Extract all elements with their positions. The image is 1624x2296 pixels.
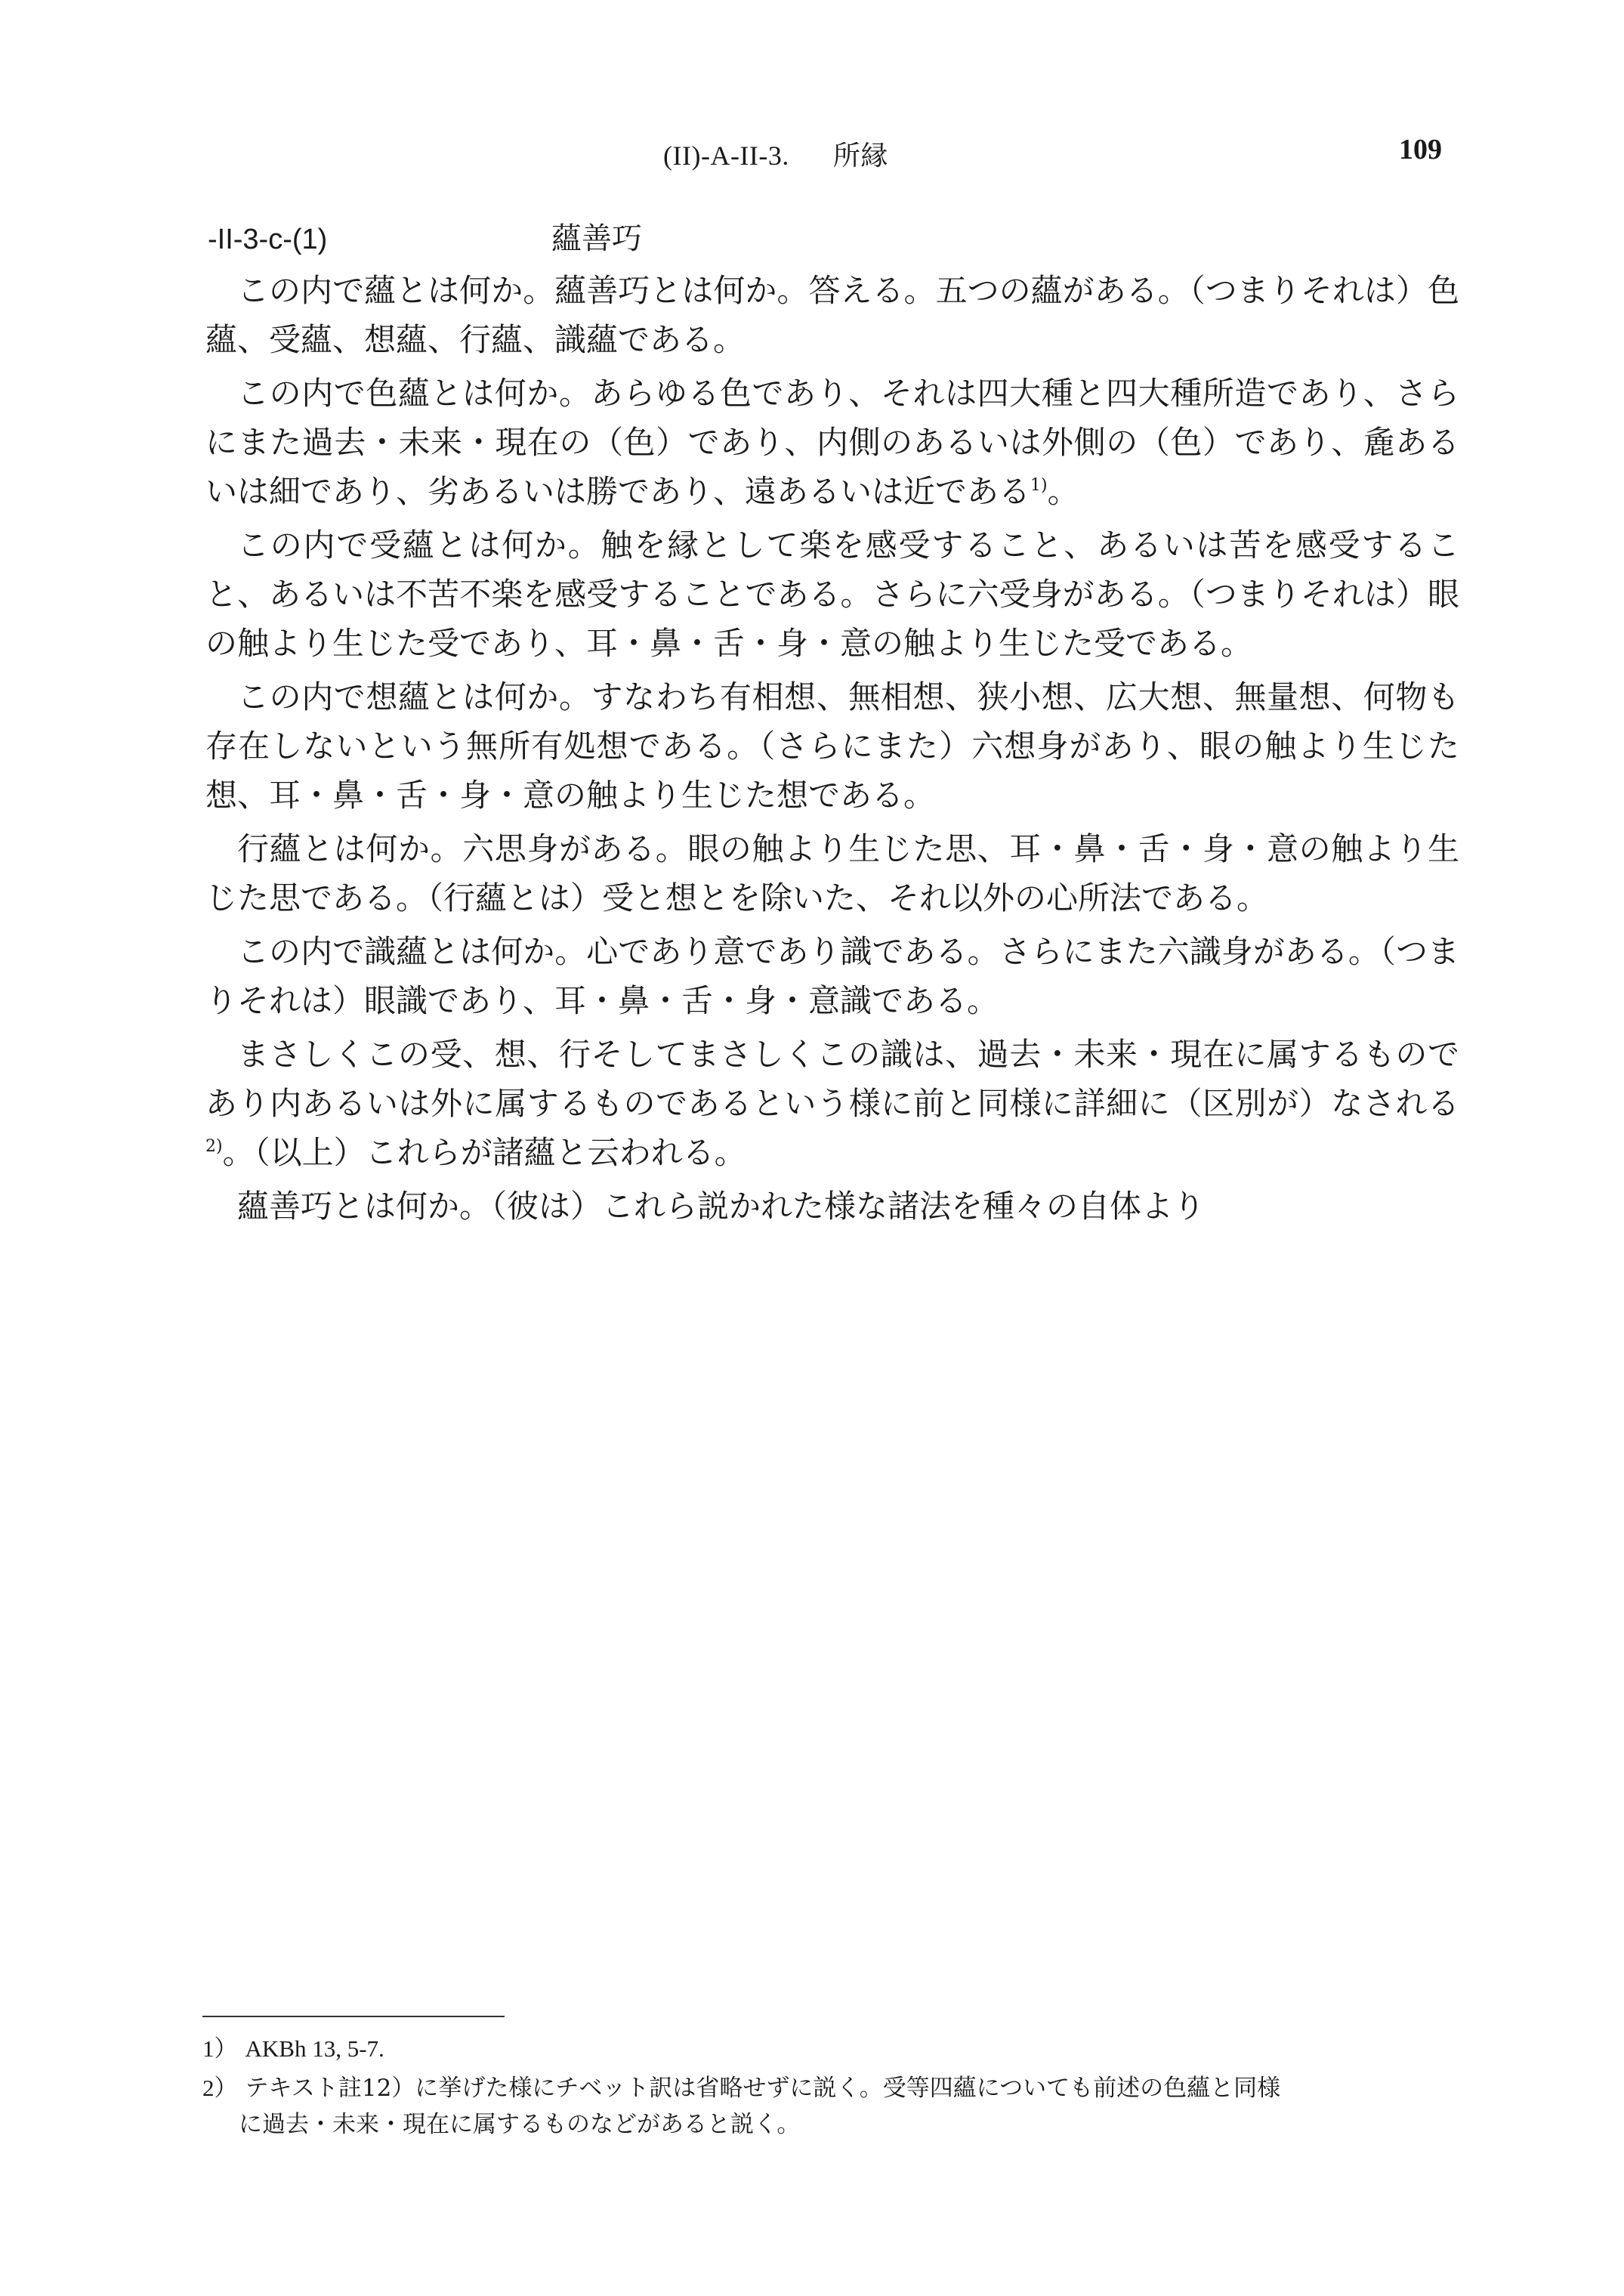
footnote-mark: 1） [202,2035,238,2062]
header-section-ref: (II)-A-II-3. [663,141,789,171]
running-header [663,134,888,173]
paragraph-rupa-skandha: この内で色蘊とは何か。あらゆる色であり、それは四大種と四大種所造であり、さらにまた過去・未来・現在の（色）であり、内側のあるいは外側の（色）であり、麁あるいは細であり、劣あるいは勝であり、遠あるいは近である$^{1)}$。 [205,375,1459,510]
paragraph-skandha-skill: 蘊善巧とは何か。（彼は）これら説かれた様な諸法を種々の自体より [237,1188,1206,1225]
footnote-text: テキスト註12）に挙げた様にチベット訳は省略せずに説く。受等四蘊についても前述の色蘊と同様 [245,2075,1281,2102]
paragraph-skandha-intro: この内で蘊とは何か。蘊善巧とは何か。答える。五つの蘊がある。（つまりそれは）色蘊、受蘊、想蘊、行蘊、識蘊である。 [205,272,1459,358]
footnote-divider [202,2016,505,2017]
section-number: -II-3-c-(1) [208,224,328,255]
page-number: 109 [1399,134,1442,165]
footnote-mark: 2） [202,2075,238,2101]
footnote-1 [202,2031,1471,2067]
footnotes [202,2031,1471,2146]
paragraph-vijnana-skandha: この内で識蘊とは何か。心であり意であり識である。さらにまた六識身がある。（つまりそれは）眼識であり、耳・鼻・舌・身・意識である。 [205,933,1459,1019]
section-heading [208,215,1477,258]
body-text [205,266,1459,1235]
footnote-ref-1[interactable]: 1) [1030,476,1048,495]
paragraph-samskara-skandha: 行蘊とは何か。六思身がある。眼の触より生じた思、耳・鼻・舌・身・意の触より生じた思である。（行蘊とは）受と想とを除いた、それ以外の心所法である。 [205,830,1459,916]
header-section-title: 所縁 [832,141,888,171]
footnote-2 [202,2070,1471,2143]
section-title: 蘊善巧 [551,221,642,256]
footnote-ref-2[interactable]: 2) [205,1137,223,1156]
paragraph-vedana-skandha: この内で受蘊とは何か。触を縁として楽を感受すること、あるいは苦を感受すること、あるいは不苦不楽を感受することである。さらに六受身がある。（つまりそれは）眼の触より生じた受であり、耳・鼻・舌・身・意の触より生じた受である。 [205,527,1459,662]
footnote-continuation: に過去・未来・現在に属するものなどがあると説く。 [239,2111,801,2138]
paragraph-summary: まさしくこの受、想、行そしてまさしくこの識は、過去・未来・現在に属するものであり内あるいは外に属するものであるという様に前と同様に詳細に（区別が）なされる$^{2)}$。（以上）これらが諸蘊と云われる。 [205,1036,1459,1171]
footnote-text: AKBh 13, 5-7. [245,2035,384,2062]
paragraph-samjna-skandha: この内で想蘊とは何か。すなわち有相想、無相想、狭小想、広大想、無量想、何物も存在しないという無所有処想である。（さらにまた）六想身があり、眼の触より生じた想、耳・鼻・舌・身・意の触より生じた想である。 [205,678,1459,814]
